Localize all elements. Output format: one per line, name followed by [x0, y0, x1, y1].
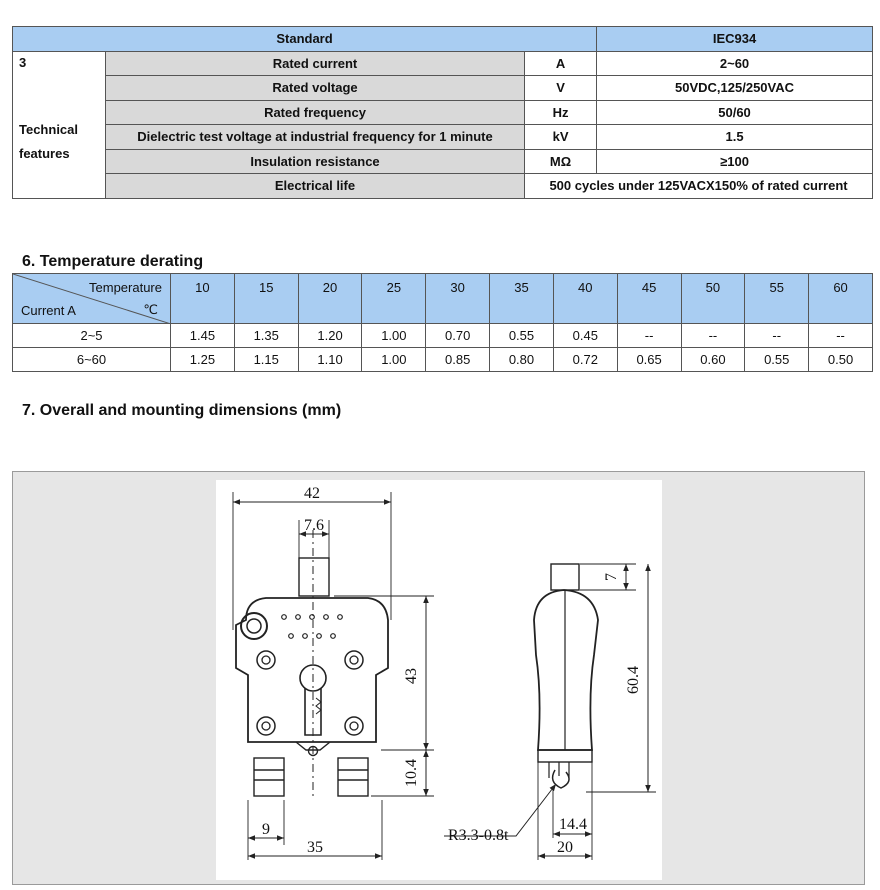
derating-title: 6. Temperature derating [22, 253, 204, 270]
table-row [13, 348, 873, 372]
spec-label: Insulation resistance [105, 149, 524, 174]
terminal-spec: R3.3-0.8t [448, 827, 509, 844]
spec-unit: A [525, 51, 597, 76]
spec-value: 1.5 [597, 125, 873, 150]
derating-value: 0.72 [553, 348, 617, 372]
technical-label: Technical [19, 121, 79, 137]
spec-unit: V [525, 76, 597, 101]
temperature-header: 40 [553, 274, 617, 324]
derating-value: 0.85 [426, 348, 490, 372]
dim-10-4: 10.4 [403, 759, 420, 787]
derating-value: 1.15 [234, 348, 298, 372]
temperature-header: 20 [298, 274, 362, 324]
temperature-header: 55 [745, 274, 809, 324]
temperature-header: 45 [617, 274, 681, 324]
derating-value: 0.50 [809, 348, 873, 372]
derating-value: 0.55 [490, 324, 554, 348]
spec-value: 50VDC,125/250VAC [597, 76, 873, 101]
temperature-header: 15 [234, 274, 298, 324]
standard-label: Standard [13, 27, 597, 52]
temperature-header: 60 [809, 274, 873, 324]
side-view [444, 564, 656, 860]
derating-value: 0.55 [745, 348, 809, 372]
spec-label: Rated current [105, 51, 524, 76]
specification-table [12, 26, 873, 199]
dim-43: 43 [403, 668, 420, 684]
dim-9: 9 [262, 821, 270, 838]
derating-value: 1.20 [298, 324, 362, 348]
spec-value: 50/60 [597, 100, 873, 125]
dim-7-6: 7.6 [304, 517, 324, 534]
temperature-header: 25 [362, 274, 426, 324]
spec-unit: Hz [525, 100, 597, 125]
dim-7: 7 [603, 573, 620, 581]
section-number: 3 [19, 54, 27, 70]
spec-value: ≥100 [597, 149, 873, 174]
drawing-sheet [216, 480, 662, 880]
derating-value: 1.10 [298, 348, 362, 372]
celsius-unit: ℃ [143, 302, 158, 317]
dim-60-4: 60.4 [625, 666, 642, 694]
derating-value: 1.45 [171, 324, 235, 348]
temperature-header: 50 [681, 274, 745, 324]
spec-unit: MΩ [525, 149, 597, 174]
derating-value: 0.80 [490, 348, 554, 372]
current-axis-label: Current A [21, 303, 76, 318]
spec-label: Rated voltage [105, 76, 524, 101]
temperature-axis-label: Temperature [89, 280, 162, 295]
spec-label: Dielectric test voltage at industrial frequency for 1 minute [105, 125, 524, 150]
derating-value: 0.65 [617, 348, 681, 372]
features-label: features [19, 145, 70, 161]
derating-table [12, 273, 873, 372]
derating-value: 0.70 [426, 324, 490, 348]
derating-value: -- [809, 324, 873, 348]
derating-corner-cell [13, 274, 171, 324]
electrical-life-label: Electrical life [105, 174, 524, 199]
derating-value: 0.45 [553, 324, 617, 348]
derating-value: -- [745, 324, 809, 348]
technical-features-cell [13, 51, 106, 198]
temperature-header: 35 [490, 274, 554, 324]
derating-value: -- [617, 324, 681, 348]
standard-value: IEC934 [597, 27, 873, 52]
derating-value: 0.60 [681, 348, 745, 372]
dim-35: 35 [307, 839, 323, 856]
dim-42: 42 [304, 485, 320, 502]
spec-value: 2~60 [597, 51, 873, 76]
derating-value: 1.00 [362, 324, 426, 348]
table-row [13, 324, 873, 348]
dimensions-title: 7. Overall and mounting dimensions (mm) [22, 402, 342, 419]
temperature-header: 10 [171, 274, 235, 324]
derating-value: -- [681, 324, 745, 348]
spec-label: Rated frequency [105, 100, 524, 125]
current-range: 2~5 [13, 324, 171, 348]
derating-value: 1.00 [362, 348, 426, 372]
dim-20: 20 [557, 839, 573, 856]
mounting-dimensions-drawing [216, 480, 662, 880]
temperature-header: 30 [426, 274, 490, 324]
spec-unit: kV [525, 125, 597, 150]
derating-value: 1.25 [171, 348, 235, 372]
dim-14-4: 14.4 [559, 816, 587, 833]
derating-value: 1.35 [234, 324, 298, 348]
current-range: 6~60 [13, 348, 171, 372]
electrical-life-value: 500 cycles under 125VACX150% of rated current [525, 174, 873, 199]
